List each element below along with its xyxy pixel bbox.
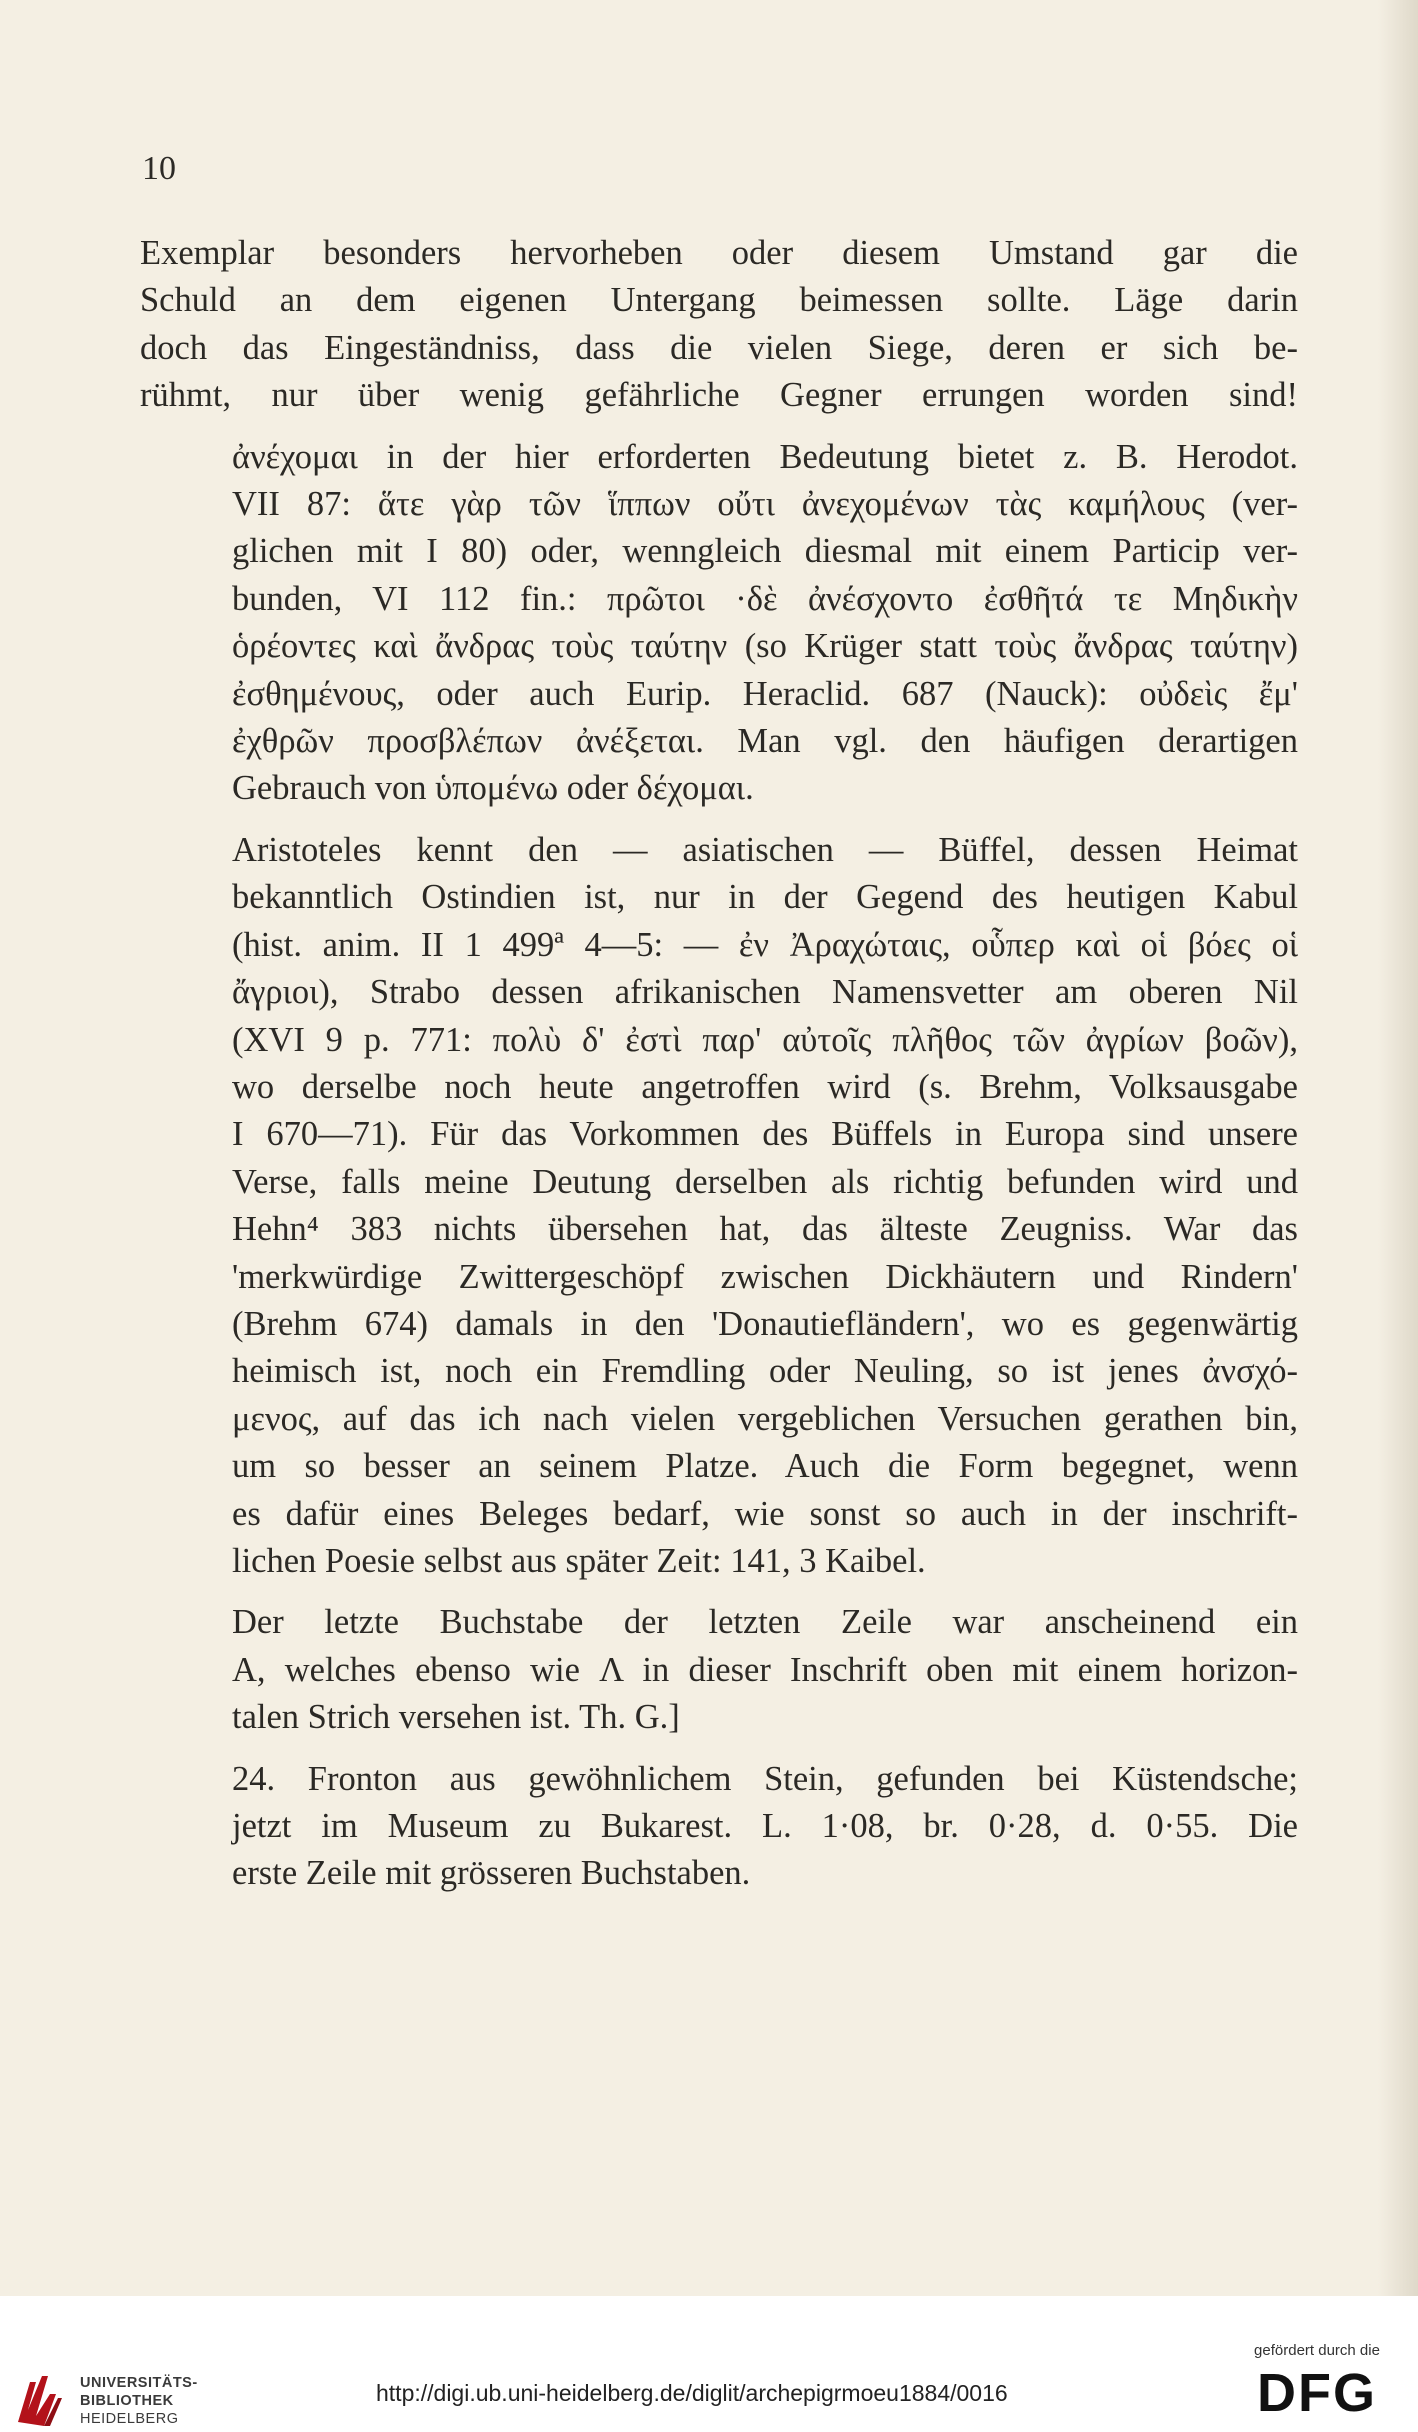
text-line: lichen Poesie selbst aus später Zeit: 141, 3 Kaibel. (232, 1541, 926, 1580)
page-number: 10 (142, 150, 176, 187)
text-line: glichen mit I 80) oder, wenngleich diesmal mit einem Particip ver- (232, 532, 1298, 571)
text-line: jetzt im Museum zu Bukarest. L. 1·08, br. 0·28, d. 0·55. Die (232, 1807, 1298, 1845)
text-line: 'merkwürdige Zwittergeschöpf zwischen Dickhäutern und Rindern' (232, 1257, 1298, 1296)
text-line: ἐσθημένους, oder auch Eurip. Heraclid. 687 (Nauck): οὐδεὶς ἔμ' (232, 674, 1298, 713)
dfg-logo: DFG (1257, 2363, 1377, 2423)
text-line: ἀνέχομαι in der hier erforderten Bedeutung bietet z. B. Herodot. (232, 437, 1298, 476)
paragraph-3 (140, 827, 1298, 1586)
paragraph-2 (140, 434, 1298, 813)
text-line: Gebrauch von ὑπομένω oder δέχομαι. (232, 769, 754, 808)
heidelberg-library-icon (14, 2372, 66, 2430)
sponsor-text: gefördert durch die (1254, 2342, 1380, 2359)
text-line: Exemplar besonders hervorheben oder diesem Umstand gar die (140, 234, 1298, 272)
library-name-line: BIBLIOTHEK (80, 2393, 174, 2409)
text-line: heimisch ist, noch ein Fremdling oder Neuling, so ist jenes ἀνσχό- (232, 1352, 1298, 1391)
dfg-sponsor[interactable] (1232, 2342, 1402, 2421)
text-line: Hehn⁴ 383 nichts übersehen hat, das älteste Zeugniss. War das (232, 1210, 1298, 1249)
text-line: wo derselbe noch heute angetroffen wird (s. Brehm, Volksausgabe (232, 1067, 1298, 1106)
paragraph-1 (140, 230, 1298, 420)
text-line: Α, welches ebenso wie Λ in dieser Inschrift oben mit einem horizon- (232, 1650, 1298, 1689)
paragraph-4 (140, 1599, 1298, 1741)
text-line: I 670—71). Für das Vorkommen des Büffels in Europa sind unsere (232, 1115, 1298, 1154)
text-line: rühmt, nur über wenig gefährliche Gegner errungen worden sind! (140, 376, 1298, 415)
text-line: ὁρέοντες καὶ ἄνδρας τοὺς ταύτην (so Krüger statt τοὺς ἄνδρας ταύτην) (232, 627, 1298, 666)
text-line: Aristoteles kennt den — asiatischen — Büffel, dessen Heimat (232, 830, 1298, 869)
text-line: Der letzte Buchstabe der letzten Zeile war anscheinend ein (232, 1603, 1298, 1642)
text-line: um so besser an seinem Platze. Auch die Form begegnet, wenn (232, 1447, 1298, 1486)
text-line: erste Zeile mit grösseren Buchstaben. (232, 1854, 751, 1893)
text-line: (Brehm 674) damals in den 'Donautiefländern', wo es gegenwärtig (232, 1304, 1298, 1343)
text-line: ἐχθρῶν προσβλέπων ἀνέξεται. Man vgl. den häufigen derartigen (232, 722, 1298, 761)
text-line: es dafür eines Beleges bedarf, wie sonst so auch in der inschrift- (232, 1494, 1298, 1533)
text-line: VII 87: ἅτε γὰρ τῶν ἵππων οὔτι ἀνεχομένων τὰς καμήλους (ver- (232, 485, 1298, 524)
library-name-line: HEIDELBERG (80, 2411, 179, 2427)
paragraph-5 (140, 1756, 1298, 1898)
permalink-url[interactable]: http://digi.ub.uni-heidelberg.de/diglit/archepigrmoeu1884/0016 (376, 2380, 1008, 2406)
text-line: doch das Eingeständniss, dass die vielen Siege, deren er sich be- (140, 328, 1298, 367)
text-line: (XVI 9 p. 771: πολὺ δ' ἐστὶ παρ' αὐτοῖς πλῆθος τῶν ἀγρίων βοῶν), (232, 1020, 1298, 1059)
body-text (140, 230, 1298, 1912)
text-line: ἄγριοι), Strabo dessen afrikanischen Namensvetter am oberen Nil (232, 973, 1298, 1012)
text-line: bekanntlich Ostindien ist, nur in der Gegend des heutigen Kabul (232, 878, 1298, 917)
text-line: μενος, auf das ich nach vielen vergeblichen Versuchen gerathen bin, (232, 1399, 1298, 1438)
text-line: Schuld an dem eigenen Untergang beimessen sollte. Läge darin (140, 281, 1298, 320)
text-line: talen Strich versehen ist. Th. G.] (232, 1698, 680, 1737)
text-line: bunden, VI 112 fin.: πρῶτοι ·δὲ ἀνέσχοντο ἐσθῆτά τε Μηδικὴν (232, 579, 1298, 618)
library-name-line: UNIVERSITÄTS- (80, 2375, 198, 2391)
text-line: Verse, falls meine Deutung derselben als richtig befunden wird und (232, 1162, 1298, 1201)
text-line: 24. Fronton aus gewöhnlichem Stein, gefunden bei Küstendsche; (232, 1759, 1298, 1798)
text-line: (hist. anim. II 1 499ª 4—5: — ἐν Ἀραχώταις, οὗπερ καὶ οἱ βόες οἱ (232, 925, 1298, 964)
library-name (80, 2374, 280, 2428)
